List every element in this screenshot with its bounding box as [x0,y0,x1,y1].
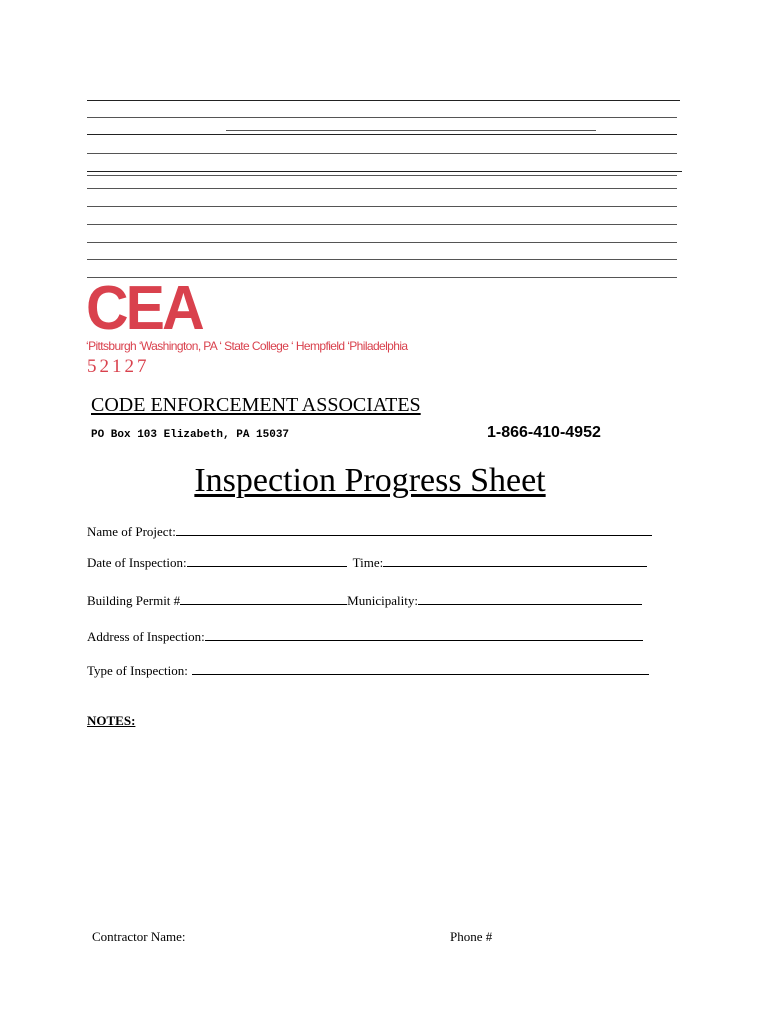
project-line[interactable] [176,522,652,536]
address-field[interactable] [87,627,643,645]
page-title: Inspection Progress Sheet [194,462,546,499]
header-rule [87,259,677,260]
date-field[interactable] [87,553,647,571]
header-rule [87,175,677,176]
office-cities: ‘Pittsburgh ‘Washington, PA ‘ State College ‘ Hempfield ‘Philadelphia [86,339,408,353]
header-rule [87,188,677,189]
notes-label: NOTES: [87,713,136,728]
header-rule [87,100,680,101]
header-rule [87,171,682,172]
cea-logo [86,274,208,343]
permit-line[interactable] [180,591,347,605]
header-rule [87,242,677,243]
contractor-name-label: Contractor Name: [92,929,186,944]
header-rule [87,206,677,207]
address-line[interactable] [205,627,643,641]
date-label: Date of Inspection: [87,555,187,570]
address-label: Address of Inspection: [87,629,205,644]
time-label: Time: [352,555,384,570]
header-rule [87,117,677,118]
permit-label: Building Permit # [87,593,181,608]
type-label: Type of Inspection: [87,663,188,678]
header-rule [87,224,677,225]
time-line[interactable] [383,553,647,567]
municipality-line[interactable] [418,591,642,605]
header-rule [226,130,596,131]
phone-label: Phone # [450,929,493,944]
header-rule [87,153,677,154]
logo-letters: CEA [86,274,202,343]
company-phone: 1-866-410-4952 [487,424,601,441]
type-line[interactable] [192,661,649,675]
project-field[interactable] [87,522,652,540]
municipality-label: Municipality: [347,593,418,608]
zip-code: 52127 [87,356,150,377]
company-address: PO Box 103 Elizabeth, PA 15037 [91,429,290,441]
permit-field[interactable] [87,591,642,609]
header-rule [87,134,677,135]
company-name: CODE ENFORCEMENT ASSOCIATES [91,394,421,416]
date-line[interactable] [187,553,347,567]
project-label: Name of Project: [87,524,176,539]
type-field[interactable] [87,661,649,679]
